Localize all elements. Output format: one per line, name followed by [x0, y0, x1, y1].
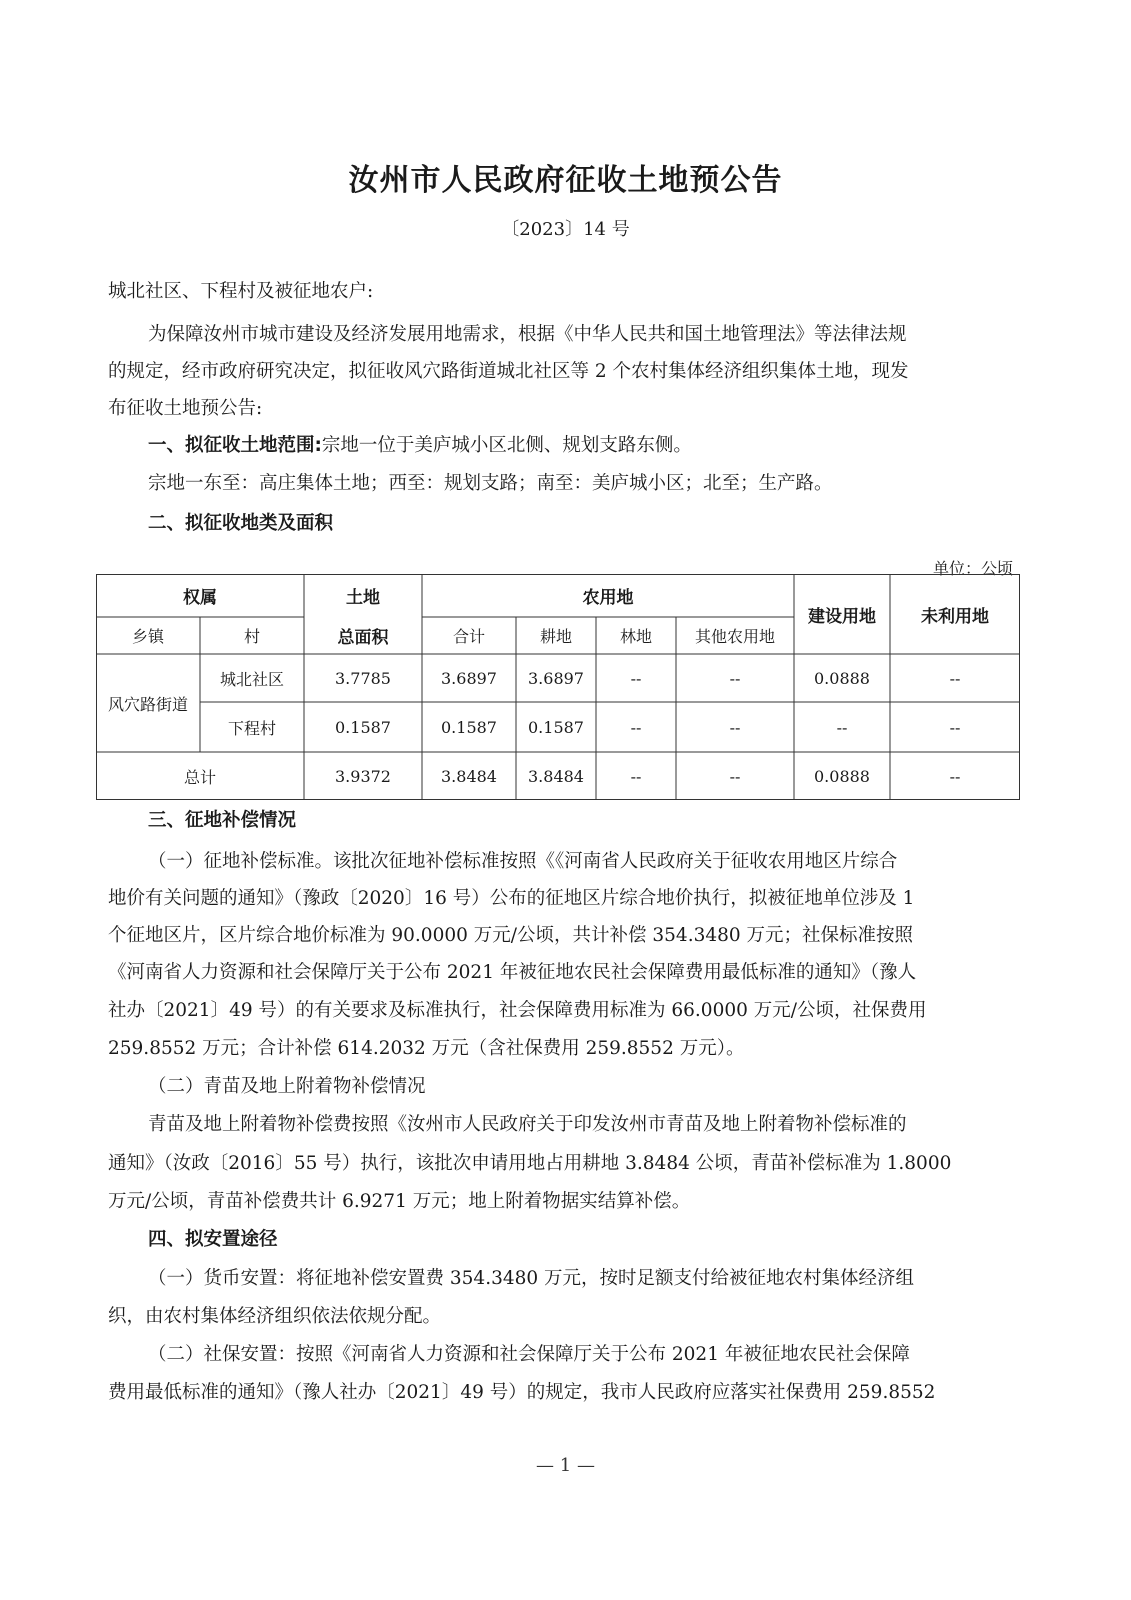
page-number: — 1 — — [536, 1455, 595, 1476]
section1-line — [148, 434, 692, 458]
table-row-village: 城北社区 — [219, 669, 284, 689]
section3-para2-line: 青苗及地上附着物补偿费按照《汝州市人民政府关于印发汝州市青苗及地上附着物补偿标准的 — [148, 1114, 907, 1135]
table-cell-forest: -- — [630, 717, 642, 737]
town-cell: 风穴路街道 — [107, 694, 188, 714]
intro-line-2: 的规定，经市政府研究决定，拟征收风穴路街道城北社区等 2 个农村集体经济组织集体土地，现发 — [108, 361, 909, 382]
table-cell-sum: 0.1587 — [441, 717, 497, 737]
intro-line-3: 布征收土地预公告: — [108, 398, 263, 419]
section2-heading: 二、拟征收地类及面积 — [148, 513, 334, 534]
section3-para1-line: 地价有关问题的通知》（豫政〔2020〕16 号）公布的征地区片综合地价执行，拟被征地单位涉及 1 — [108, 888, 915, 909]
table-cell-other: -- — [729, 717, 741, 737]
total-row-label: 总计 — [183, 767, 216, 787]
section3-sub2: （二）青苗及地上附着物补偿情况 — [148, 1076, 426, 1097]
header-farmland: 耕地 — [539, 627, 572, 646]
table-cell-farmland: 3.6897 — [528, 668, 584, 688]
header-land: 土地 — [346, 588, 380, 608]
section4-para2-line: 费用最低标准的通知》（豫人社办〔2021〕49 号）的规定，我市人民政府应落实社保费用 259.8552 — [108, 1382, 936, 1403]
section3-para1-line: 259.8552 万元；合计补偿 614.2032 万元（含社保费用 259.8552 万元）。 — [108, 1038, 745, 1059]
addressee: 城北社区、下程村及被征地农户: — [108, 281, 374, 302]
header-unused: 未利用地 — [921, 606, 989, 627]
header-sum: 合计 — [452, 627, 485, 646]
document-number: 〔2023〕14 号 — [501, 219, 630, 240]
section3-para2-line: 通知》（汝政〔2016〕55 号）执行，该批次申请用地占用耕地 3.8484 公顷，青苗补偿标准为 1.8000 — [108, 1153, 952, 1174]
total-cell-sum: 3.8484 — [441, 766, 497, 786]
section3-para2-line: 万元/公顷，青苗补偿费共计 6.9271 万元；地上附着物据实结算补偿。 — [108, 1191, 691, 1212]
section3-para1-line: 社办〔2021〕49 号）的有关要求及标准执行，社会保障费用标准为 66.0000 万元/公顷，社保费用 — [108, 1000, 927, 1021]
table-cell-farmland: 0.1587 — [528, 717, 584, 737]
total-cell-construction: 0.0888 — [814, 766, 870, 786]
section3-para1-line: 《河南省人力资源和社会保障厅关于公布 2021 年被征地农民社会保障费用最低标准的通知》（豫人 — [108, 962, 917, 983]
table-cell-total: 3.7785 — [335, 668, 391, 688]
header-forest: 林地 — [619, 627, 652, 646]
total-cell-other: -- — [729, 766, 741, 786]
section3-para1-line: 个征地区片，区片综合地价标准为 90.0000 万元/公顷，共计补偿 354.3480 万元；社保标准按照 — [108, 925, 914, 946]
section4-para1-line: （一）货币安置：将征地补偿安置费 354.3480 万元，按时足额支付给被征地农村集体经济组 — [148, 1268, 915, 1289]
table-unit-label: 单位：公顷 — [932, 559, 1013, 578]
header-agricultural: 农用地 — [582, 588, 634, 608]
table-row-village: 下程村 — [227, 718, 276, 738]
section3-heading: 三、征地补偿情况 — [148, 810, 297, 831]
total-cell-forest: -- — [630, 766, 642, 786]
header-other-agricultural: 其他农用地 — [694, 627, 775, 646]
header-ownership: 权属 — [183, 588, 217, 608]
table-cell-construction: -- — [836, 717, 848, 737]
header-village: 村 — [243, 627, 260, 646]
section4-para2-line: （二）社保安置：按照《河南省人力资源和社会保障厅关于公布 2021 年被征地农民社会保障 — [148, 1344, 910, 1365]
header-construction: 建设用地 — [808, 606, 876, 627]
section3-para1-line: （一）征地补偿标准。该批次征地补偿标准按照《《河南省人民政府关于征收农用地区片综合 — [148, 851, 898, 872]
total-cell-total: 3.9372 — [335, 766, 391, 786]
table-cell-sum: 3.6897 — [441, 668, 497, 688]
section1-heading: 一、拟征收土地范围: — [148, 435, 322, 456]
header-town: 乡镇 — [131, 627, 164, 646]
table-cell-unused: -- — [949, 717, 961, 737]
land-area-table — [96, 574, 1020, 800]
total-cell-farmland: 3.8484 — [528, 766, 584, 786]
table-cell-forest: -- — [630, 668, 642, 688]
section1-text: 宗地一位于美庐城小区北侧、规划支路东侧。 — [321, 435, 692, 456]
table-cell-construction: 0.0888 — [814, 668, 870, 688]
section4-heading: 四、拟安置途径 — [148, 1229, 278, 1250]
total-cell-unused: -- — [949, 766, 961, 786]
intro-line-1: 为保障汝州市城市建设及经济发展用地需求，根据《中华人民共和国土地管理法》等法律法规 — [148, 324, 907, 345]
table-cell-unused: -- — [949, 668, 961, 688]
table-cell-other: -- — [729, 668, 741, 688]
section4-para1-line: 织，由农村集体经济组织依法依规分配。 — [108, 1306, 442, 1327]
header-total-area: 总面积 — [337, 628, 389, 648]
document-title: 汝州市人民政府征收土地预公告 — [348, 163, 783, 198]
table-cell-total: 0.1587 — [335, 717, 391, 737]
section1-boundary: 宗地一东至：高庄集体土地；西至：规划支路；南至：美庐城小区；北至；生产路。 — [148, 473, 833, 494]
